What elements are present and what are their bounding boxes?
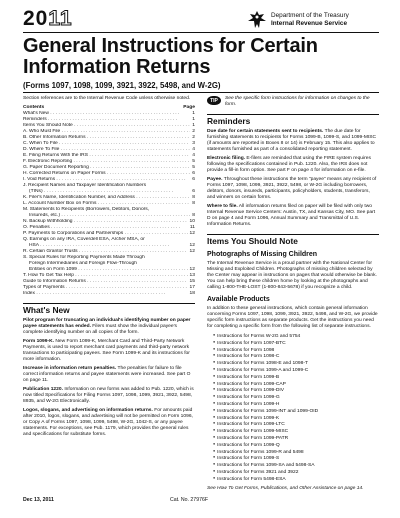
toc-entry-page: 12: [189, 243, 195, 248]
footer: [23, 497, 379, 503]
toc-entry-title: T. How To Get Tax Help . . .: [23, 273, 188, 279]
instructions-list-item: ● Instructions for Form 1099-DIV: [213, 387, 379, 394]
instructions-list: [207, 333, 379, 483]
document-title: General Instructions for Certain Information Returns: [23, 35, 318, 78]
instructions-list-item: ● Instructions for Form 5498-ESA: [213, 476, 379, 483]
toc-entry-title: K. Filer's Name, Identification Number, and Address . . .: [23, 195, 190, 201]
reminders-section: [207, 129, 379, 228]
toc-entry-title: D. Where To File . . .: [23, 147, 190, 153]
toc-entry-page: 6: [192, 189, 195, 194]
reminder-paragraph: [207, 204, 379, 228]
reminder-paragraph-body: The due date for furnishing statements to recipients for Forms 1099-B, 1099-S, and 1099-MISC (if amounts are reported in Boxes 8 or 14) is February 15. This also applies to statements furnished as part of a consolidated reporting statement.: [207, 129, 377, 152]
toc-entry-title: Guide to Information Returns . . .: [23, 279, 188, 285]
instructions-list-item: ● Instructions for Form 1099-H: [213, 401, 379, 408]
toc-entry-title: C. When To File . . .: [23, 141, 188, 147]
whats-new-section: [23, 318, 195, 438]
toc-entry-page: 13: [189, 273, 195, 278]
toc-entry-page: 1: [192, 111, 195, 116]
instructions-list-item: ● Instructions for Form 1099-S: [213, 455, 379, 462]
reminders-heading: Reminders: [207, 114, 379, 126]
reminder-paragraph: [207, 156, 379, 174]
toc-entry-title: N. Backup Withholding . . .: [23, 219, 188, 225]
tip-icon: TIP: [207, 96, 221, 105]
toc-entry-title: Index . . .: [23, 291, 165, 297]
agency-line1: Department of the Treasury: [271, 12, 349, 19]
whats-new-paragraph: [23, 366, 195, 384]
toc-entry-page: 4: [192, 147, 195, 152]
toc-entry-title: B. Other Information Returns . . .: [23, 135, 190, 141]
toc-entry-title: M. Statements to Recipients (Borrowers, Debtors, Donors,: [23, 207, 150, 212]
toc-entry-page: 4: [192, 153, 195, 158]
toc-entry-title: P. Payments to Corporations and Partnerships . . .: [23, 231, 188, 237]
toc-entry-title: S. Special Rules for Reporting Payments Made Through: [23, 255, 145, 260]
intro-text: Section references are to the Internal Revenue Code unless otherwise noted.: [23, 96, 191, 101]
toc-page-heading: Page: [183, 105, 195, 110]
toc-entry-title: F. Electronic Reporting . . .: [23, 159, 190, 165]
toc-entry-title: H. Corrected Returns on Paper Forms . . .: [23, 171, 190, 177]
toc-entry-page: 6: [192, 171, 195, 176]
reminder-paragraph-body: Throughout these instructions the term "payee" means any recipient of Forms 1097, 1098, 1099, 3921, 3922, 5498, or W-2G including borrowers, debtors, donors, insureds, participants, policyholders, students, transferors, and winners on certain forms.: [207, 177, 377, 200]
toc-entry-page: 11: [189, 225, 195, 230]
toc-entry-title: Insureds, etc.) . . .: [29, 213, 190, 219]
tip-box: [207, 96, 379, 108]
reminder-paragraph-body: E-filers are reminded that using the FIRE system requires following the specifications contained in Pub. 1220. Also, the IRS does not provide a fill-in form option. See part F on page 4 for information on e-file.: [207, 156, 371, 173]
toc-entry-title: Q. Earnings on any IRA, Coverdell ESA, Archer MSA, or: [23, 237, 145, 242]
toc-entry-title: Types of Payments . . .: [23, 285, 188, 291]
toc-entry-page: 15: [189, 279, 195, 284]
toc-entry-page: 8: [192, 213, 195, 218]
toc-entry-page: 12: [189, 267, 195, 272]
instructions-list-item: ● Instructions for Forms 1099-INT and 1099-OID: [213, 408, 379, 415]
toc-entry-title: O. Penalties . . .: [23, 225, 180, 231]
year-suffix: 11: [48, 7, 73, 30]
toc-entry-page: 2: [192, 135, 195, 140]
toc-entry-page: 8: [192, 201, 195, 206]
toc-entry-page: 12: [189, 249, 195, 254]
missing-children-heading: Photographs of Missing Children: [207, 251, 318, 258]
toc-entry-page: 17: [189, 285, 195, 290]
toc-entry-title: R. Certain Grantor Trusts . . .: [23, 249, 188, 255]
instructions-list-item: ● Instructions for Forms 1099-R and 5498: [213, 449, 379, 456]
toc-entry-title: I. Void Returns . . .: [23, 177, 186, 183]
table-of-contents: [23, 111, 195, 297]
instructions-list-item: ● Instructions for Form 1099-MISC: [213, 428, 379, 435]
reminder-paragraph: [207, 129, 379, 153]
instructions-list-item: ● Instructions for Forms W-2G and 5754: [213, 333, 379, 340]
agency-block: [271, 12, 396, 28]
toc-entry-page: 6: [192, 177, 195, 182]
toc-entry-title: G. Paper Document Reporting . . .: [23, 165, 190, 171]
forms-subtitle: (Forms 1097, 1098, 1099, 3921, 3922, 5498, and W-2G): [23, 81, 221, 90]
footer-date: Dec 13, 2011: [23, 497, 54, 503]
toc-entry-title: L. Account Number Box on Forms . . .: [23, 201, 190, 207]
treasury-eagle-icon: [246, 9, 268, 31]
instructions-list-item: ● Instructions for Form 1099-B: [213, 374, 379, 381]
closing-note: See How To Get Forms, Publications, and Other Assistance on page 14.: [207, 485, 364, 491]
toc-entry-title: J. Recipient Names and Taxpayer Identification Numbers: [23, 183, 147, 188]
whats-new-heading: What's New: [23, 303, 195, 315]
toc-entry-page: 18: [189, 291, 195, 296]
toc-entry-title: A. Who Must File . . .: [23, 129, 190, 135]
whats-new-paragraph: [23, 408, 195, 438]
whats-new-paragraph-lead: Pilot program for truncating an individual's identifying number on paper payee statements has ended.: [23, 318, 191, 329]
instructions-list-item: ● Instructions for Form 1099-LTC: [213, 421, 379, 428]
toc-entry[interactable]: [23, 291, 195, 297]
instructions-list-item: ● Instructions for Form 1098: [213, 347, 379, 354]
agency-line2: Internal Revenue Service: [271, 20, 348, 27]
toc-entry-page: 10: [189, 219, 195, 224]
tip-text: See the specific form instructions for information on changes to the form.: [225, 96, 370, 107]
items-note-heading: Items You Should Note: [207, 234, 379, 246]
reminder-paragraph-lead: Payee.: [207, 177, 223, 182]
instructions-list-item: ● Instructions for Forms 3921 and 3922: [213, 469, 379, 476]
available-products-text: In addition to these general instructions, which contain general information concerning Forms 1097, 1098, 1099, 3921, 3922, 5498, and W-2G, we provide specific form instructions as separate products. Get the instructions you need for completing a specific form from the following list of separate instructions.: [207, 306, 378, 329]
toc-entry-page: 12: [189, 231, 195, 236]
instructions-list-item: ● Instructions for Form 1097-BTC: [213, 340, 379, 347]
toc-heading: Contents: [23, 105, 45, 110]
reminder-paragraph-body: All information returns filed on paper will be filed with only two Internal Revenue Service Centers: Austin, TX, and Kansas City, MO. See part D on page 4 and Form 1096, Annual Summary and Transmittal of U.S. Information Returns.: [207, 204, 376, 227]
toc-entry-title: Entities on Form 1099 . . .: [29, 267, 188, 273]
form-year: [23, 8, 73, 30]
left-column: [23, 96, 195, 441]
instructions-list-item: ● Instructions for Form 1099-PATR: [213, 435, 379, 442]
year-prefix: 20: [23, 7, 49, 30]
reminder-paragraph-lead: Where to file.: [207, 204, 238, 209]
whats-new-paragraph-body: Filers must show the individual payee's complete identifying number on all copies of the form.: [23, 324, 177, 335]
toc-entry-title: What's New . . .: [23, 111, 179, 117]
whats-new-paragraph-body: Information on new forms was added to Pub. 1220, which is now titled Specifications for Filing Forms 1097, 1098, 1099, 3921, 3922, 5498, 8935, and W-2G Electronically.: [23, 387, 194, 404]
toc-entry-page: 1: [192, 123, 195, 128]
instructions-list-item: ● Instructions for Form 1099-K: [213, 415, 379, 422]
toc-entry-title: Items You Should Note . . .: [23, 123, 190, 129]
whats-new-paragraph-lead: Form 1099-K.: [23, 339, 54, 344]
toc-entry-page: 5: [192, 165, 195, 170]
toc-entry-title: HSA . . .: [29, 243, 169, 249]
available-products-heading: Available Products: [207, 296, 270, 303]
instructions-list-item: ● Instructions for Forms 1099-A and 1099-C: [213, 367, 379, 374]
toc-entry-title: (TINs) . . .: [29, 189, 173, 195]
whats-new-paragraph-body: The penalties for failure to file correct information returns and payee statements were increased. See part O on page 11.: [23, 366, 191, 383]
reminder-paragraph-lead: Electronic filing.: [207, 156, 246, 161]
instructions-list-item: ● Instructions for Form 1099-G: [213, 394, 379, 401]
instructions-list-item: ● Instructions for Forms 1098-E and 1098-T: [213, 360, 379, 367]
instructions-list-item: ● Instructions for Form 1099-CAP: [213, 381, 379, 388]
toc-entry-title: E. Filing Returns With the IRS . . .: [23, 153, 190, 159]
instructions-list-item: ● Instructions for Forms 1099-SA and 5498-SA: [213, 462, 379, 469]
whats-new-paragraph: [23, 387, 195, 405]
toc-entry-page: 2: [192, 129, 195, 134]
reminder-paragraph: [207, 177, 379, 201]
subtitle-rule: [23, 92, 379, 93]
whats-new-paragraph-lead: Increase in information return penalties.: [23, 366, 117, 371]
toc-entry-page: 1: [192, 117, 195, 122]
reminder-paragraph-lead: Due date for certain statements sent to recipients.: [207, 129, 324, 134]
instructions-list-item: ● Instructions for Form 1099-Q: [213, 442, 379, 449]
toc-entry-page: 5: [192, 159, 195, 164]
whats-new-paragraph-lead: Logos, slogans, and advertising on information returns.: [23, 408, 153, 413]
whats-new-paragraph: [23, 339, 195, 363]
header-rule: [23, 32, 379, 33]
whats-new-paragraph: [23, 318, 195, 336]
missing-children-text: The Internal Revenue Service is a proud partner with the National Center for Missing and Exploited Children. Photographs of missing children selected by the Center may appear in instructions on pages that would otherwise be blank. You can help bring these children home by looking at the photographs and calling 1-800-THE-LOST (1-800-843-5678) if you recognize a child.: [207, 261, 377, 290]
right-column: [207, 96, 379, 495]
footer-cat-no: Cat. No. 27976F: [169, 497, 209, 503]
toc-entry-title: Foreign Intermediaries and Foreign Flow-Through: [29, 261, 137, 266]
toc-entry-page: 3: [192, 141, 195, 146]
toc-entry-page: 8: [192, 195, 195, 200]
whats-new-paragraph-body: New Form 1099-K, Merchant Card and Third-Party Network Payments, is used to report merchant card payments and third-party network transactions to participating payees. See Form 1099-K and its instructions for more information.: [23, 339, 190, 362]
instructions-list-item: ● Instructions for Form 1098-C: [213, 353, 379, 360]
whats-new-paragraph-lead: Publication 1220.: [23, 387, 63, 392]
whats-new-paragraph-body: For amounts paid after 2010, logos, slogans, and advertising will not be permitted on Form 1096, or Copy A of Forms 1097, 1098, 1099, 5498, W-2G, 1042-S, or any payee statements. For exceptions, see Pub. 1179, which provides the general rules and specifications for substitute forms.: [23, 408, 193, 437]
toc-entry-title: Reminders . . .: [23, 117, 177, 123]
